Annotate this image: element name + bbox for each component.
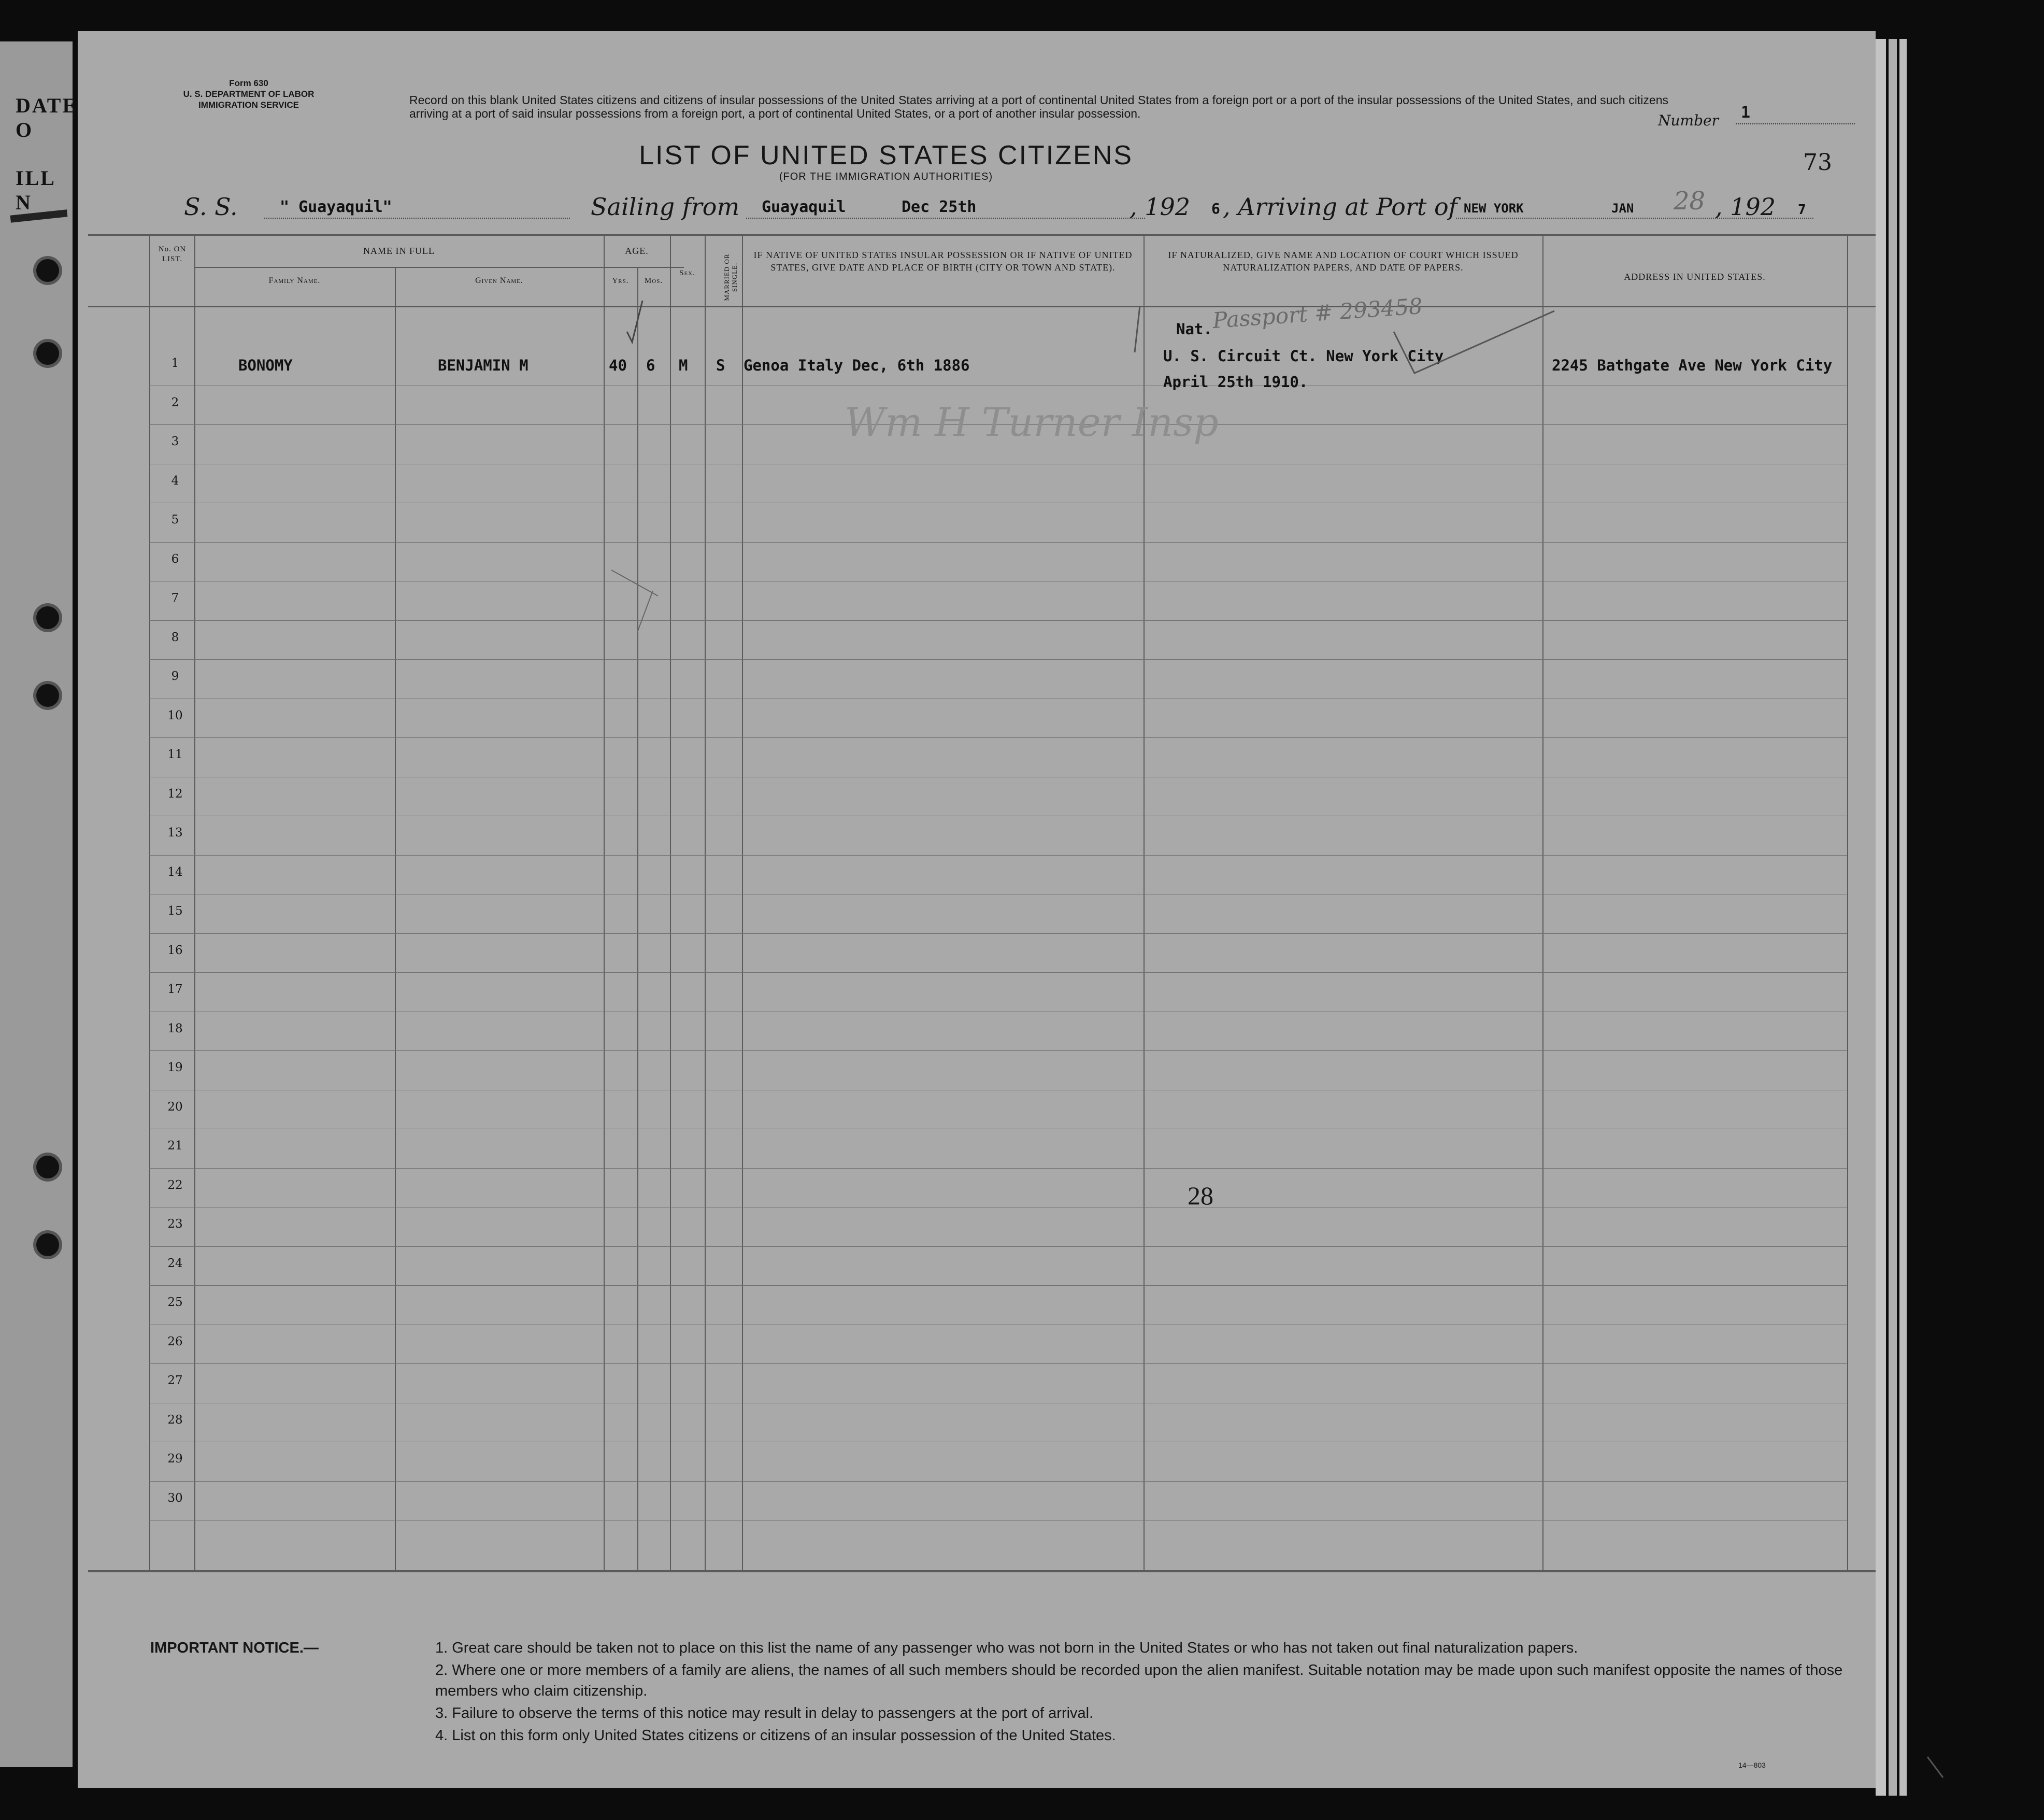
row-number: 16 bbox=[167, 943, 183, 957]
department: U. S. DEPARTMENT OF LABOR bbox=[183, 89, 315, 99]
row-rule bbox=[149, 1481, 1847, 1482]
binder-hole bbox=[36, 342, 59, 365]
row-rule bbox=[149, 1363, 1847, 1364]
col-rule bbox=[1847, 234, 1848, 1570]
form-identifier bbox=[155, 78, 342, 110]
manifest-page bbox=[78, 31, 1876, 1788]
row-number: 21 bbox=[167, 1139, 183, 1153]
form-instruction: Record on this blank United States citizens and citizens of insular possessions of the United States arriving at a port of continental United States from a foreign port or a port of the insular possessions of the United States, and such citizens arriving at a port of said insular possessions from a foreign port, a port of continental United States, or a port of another insular possession. bbox=[409, 93, 1668, 120]
entry-naturalization-line-1: Nat. bbox=[1176, 320, 1212, 338]
binder-hole bbox=[36, 1156, 59, 1178]
year-prefix-2: , 192 bbox=[1715, 193, 1776, 221]
row-rule bbox=[149, 542, 1847, 543]
row-number: 3 bbox=[171, 435, 179, 448]
row-number: 13 bbox=[167, 826, 183, 840]
ship-line bbox=[264, 218, 570, 219]
ship-name: " Guayaquil" bbox=[280, 198, 392, 216]
row-number: 22 bbox=[167, 1178, 183, 1192]
row-rule bbox=[149, 1050, 1847, 1051]
pencil-mark-icon bbox=[606, 554, 668, 637]
ss-label: S. S. bbox=[184, 193, 238, 221]
arrival-day: 28 bbox=[1674, 187, 1706, 216]
entry-given-name: BENJAMIN M bbox=[438, 357, 528, 374]
row-rule bbox=[149, 1285, 1847, 1286]
row-number: 20 bbox=[167, 1100, 183, 1114]
row-number: 14 bbox=[167, 865, 183, 879]
binder-hole bbox=[36, 606, 59, 629]
header-native: IF NATIVE OF UNITED STATES INSULAR POSSESSION OR IF NATIVE OF UNITED STATES, GIVE DATE AND PLACE OF BIRTH (CITY OR TOWN AND STATE). bbox=[753, 250, 1133, 273]
binder-hole bbox=[36, 684, 59, 707]
row-number: 12 bbox=[167, 787, 183, 801]
check-mark-icon bbox=[1389, 301, 1560, 378]
header-sex: Sex. bbox=[679, 269, 695, 277]
page-edge bbox=[1899, 39, 1907, 1796]
col-rule bbox=[395, 267, 396, 1570]
header-married-or-single: MARRIED OR SINGLE. bbox=[723, 253, 738, 301]
row-number: 11 bbox=[167, 748, 183, 761]
row-number: 26 bbox=[167, 1334, 183, 1348]
document-subtitle: (FOR THE IMMIGRATION AUTHORITIES) bbox=[779, 171, 993, 182]
header-mos: Mos. bbox=[644, 277, 663, 285]
entry-marital-status: S bbox=[716, 357, 725, 374]
table-top-rule bbox=[88, 234, 1876, 236]
year-prefix-1: , 192 bbox=[1130, 193, 1191, 221]
row-number: 8 bbox=[171, 630, 179, 644]
arrival-month: JAN bbox=[1611, 201, 1634, 216]
row-rule bbox=[149, 1246, 1847, 1247]
col-rule bbox=[194, 234, 195, 1570]
arriving-label: , Arriving at Port of bbox=[1223, 193, 1457, 221]
row-number: 4 bbox=[171, 474, 179, 488]
row-number: 6 bbox=[171, 552, 179, 566]
arrival-port: NEW YORK bbox=[1464, 201, 1524, 216]
row-number: 25 bbox=[167, 1296, 183, 1309]
row-rule bbox=[149, 1168, 1847, 1169]
header-yrs: Yrs. bbox=[612, 277, 629, 285]
entry-age-months: 6 bbox=[646, 357, 655, 374]
row-number: 2 bbox=[171, 395, 179, 409]
header-family-name: Family Name. bbox=[268, 276, 321, 285]
row-number: 18 bbox=[167, 1021, 183, 1035]
entry-sex: M bbox=[679, 357, 688, 374]
page-number: 73 bbox=[1803, 149, 1832, 176]
row-number: 30 bbox=[167, 1491, 183, 1505]
binder-hole bbox=[36, 259, 59, 282]
check-mark-icon bbox=[596, 301, 658, 352]
year-digit-1: 6 bbox=[1211, 200, 1220, 217]
header-given-name: Given Name. bbox=[475, 276, 523, 285]
previous-page-strip bbox=[0, 41, 78, 1767]
check-mark-icon bbox=[1124, 301, 1192, 363]
row-rule bbox=[149, 933, 1847, 934]
notice-item: 3. Failure to observe the terms of this notice may result in delay to passengers at the port of arrival. bbox=[435, 1705, 1094, 1722]
header-bottom-rule bbox=[88, 306, 1876, 307]
departure-port: Guayaquil bbox=[762, 198, 846, 216]
binder-hole bbox=[36, 1233, 59, 1256]
header-address: ADDRESS IN UNITED STATES. bbox=[1624, 272, 1766, 282]
number-underline bbox=[1736, 123, 1855, 124]
row-number: 9 bbox=[171, 670, 179, 683]
year-digit-2: 7 bbox=[1798, 202, 1806, 218]
row-number: 5 bbox=[171, 513, 179, 527]
stamp-number: 28 bbox=[1188, 1181, 1213, 1210]
row-number: 28 bbox=[167, 1413, 183, 1427]
entry-naturalization-line-3: April 25th 1910. bbox=[1163, 373, 1308, 391]
sailing-label: Sailing from bbox=[591, 193, 740, 221]
header-no-on-list: No. ON LIST. bbox=[158, 245, 187, 263]
col-rule bbox=[149, 234, 150, 1570]
inspector-signature: Wm H Turner Insp bbox=[845, 399, 1219, 445]
row-number: 19 bbox=[167, 1061, 183, 1074]
print-code: 14—803 bbox=[1738, 1761, 1766, 1769]
document-title: LIST OF UNITED STATES CITIZENS bbox=[639, 140, 1133, 170]
page-edge bbox=[1889, 39, 1897, 1796]
entry-family-name: BONOMY bbox=[238, 357, 293, 374]
header-naturalized: IF NATURALIZED, GIVE NAME AND LOCATION OF COURT WHICH ISSUED NATURALIZATION PAPERS, AND DATE OF PAPERS. bbox=[1168, 250, 1519, 273]
row-rule bbox=[149, 620, 1847, 621]
entry-naturalization-line-2: U. S. Circuit Ct. New York City bbox=[1163, 347, 1444, 365]
handwritten-passport: Passport # 293458 bbox=[1211, 293, 1424, 334]
strip-fragment: DATE O bbox=[16, 94, 78, 141]
page-edge bbox=[1876, 39, 1886, 1796]
row-number: 29 bbox=[167, 1452, 183, 1466]
departure-date: Dec 25th bbox=[902, 198, 977, 216]
row-rule bbox=[149, 972, 1847, 973]
row-rule bbox=[149, 659, 1847, 660]
number-label: Number bbox=[1658, 112, 1719, 129]
sailing-line bbox=[746, 218, 1145, 219]
corner-mark-icon bbox=[1922, 1752, 1953, 1783]
entry-age-years: 40 bbox=[609, 357, 627, 374]
col-rule bbox=[742, 234, 743, 1570]
row-number: 23 bbox=[167, 1217, 183, 1231]
row-rule bbox=[149, 855, 1847, 856]
strip-fragment: ILL N bbox=[16, 166, 55, 214]
col-rule bbox=[705, 234, 706, 1570]
col-rule bbox=[670, 234, 671, 1570]
col-rule bbox=[1542, 234, 1543, 1570]
notice-item: 2. Where one or more members of a family are aliens, the names of all such members should be recorded upon the alien manifest. Suitable notation may be made upon such manifest opposite the names of those members who claim citizenship. bbox=[435, 1662, 1843, 1699]
table-bottom-rule bbox=[88, 1570, 1876, 1572]
entry-address: 2245 Bathgate Ave New York City bbox=[1552, 357, 1833, 374]
row-number: 27 bbox=[167, 1374, 183, 1387]
row-number: 7 bbox=[171, 591, 179, 605]
row-number: 15 bbox=[167, 904, 183, 918]
number-value: 1 bbox=[1741, 104, 1751, 122]
notice-item: 1. Great care should be taken not to place on this list the name of any passenger who was not born in the United States or who has not taken out final naturalization papers. bbox=[435, 1640, 1578, 1656]
row-number: 17 bbox=[167, 983, 183, 996]
row-number: 24 bbox=[167, 1256, 183, 1270]
header-age: AGE. bbox=[625, 246, 649, 256]
service: IMMIGRATION SERVICE bbox=[198, 100, 299, 110]
form-number: Form 630 bbox=[229, 78, 268, 88]
row-number: 10 bbox=[167, 708, 183, 722]
entry-birth-info: Genoa Italy Dec, 6th 1886 bbox=[744, 357, 970, 374]
header-name-in-full: NAME IN FULL bbox=[363, 246, 435, 256]
name-sub-rule bbox=[194, 267, 604, 268]
notice-item: 4. List on this form only United States citizens or citizens of an insular possession of the United States. bbox=[435, 1727, 1116, 1744]
notice-lead: IMPORTANT NOTICE.— bbox=[150, 1640, 319, 1656]
col-rule bbox=[604, 234, 605, 1570]
row-rule bbox=[149, 737, 1847, 738]
row-number: 1 bbox=[171, 357, 179, 370]
col-rule bbox=[637, 267, 638, 1570]
